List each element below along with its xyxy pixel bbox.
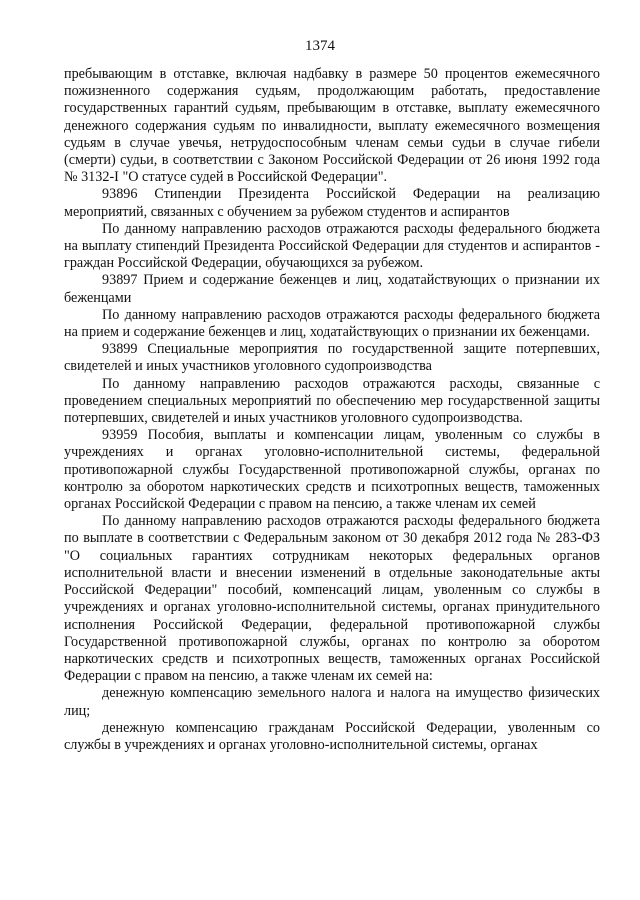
- heading-93899: 93899 Специальные мероприятия по государственной защите потерпевших, свидетелей и иных участников уголовного судопроизводства: [64, 341, 600, 375]
- heading-93959: 93959 Пособия, выплаты и компенсации лицам, уволенным со службы в учреждениях и органах уголовно-исполнительной системы, федеральной противопожарной службы Государственной противопожарной службы, органах по контролю за оборотом наркотических средств и психотропных веществ, таможенных органах Российской Федерации с правом на пенсию, а также членам их семей: [64, 427, 600, 513]
- paragraph-93896-description: По данному направлению расходов отражаются расходы федерального бюджета на выплату стипендий Президента Российской Федерации для студентов и аспирантов - граждан Российской Федерации, обучающихся за рубежом.: [64, 220, 600, 272]
- heading-93896: 93896 Стипендии Президента Российской Федерации на реализацию мероприятий, связанных с обучением за рубежом студентов и аспирантов: [64, 186, 600, 220]
- heading-93897: 93897 Прием и содержание беженцев и лиц, ходатайствующих о признании их беженцами: [64, 272, 600, 306]
- document-body: [64, 66, 600, 754]
- list-item-land-tax-compensation: денежную компенсацию земельного налога и налога на имущество физических лиц;: [64, 685, 600, 719]
- paragraph-judges-continuation: пребывающим в отставке, включая надбавку в размере 50 процентов ежемесячного пожизненного содержания судьям, продолжающим работать, предоставление государственных гарантий судьям, пребывающим в отставке, выплату ежемесячного денежного содержания судьям по инвалидности, выплату ежемесячного возмещения судьям в случае увечья, нетрудоспособным членам семьи судьи в случае гибели (смерти) судьи, в соответствии с Законом Российской Федерации от 26 июня 1992 года № 3132-I "О статусе судей в Российской Федерации".: [64, 66, 600, 186]
- paragraph-93897-description: По данному направлению расходов отражаются расходы федерального бюджета на прием и содержание беженцев и лиц, ходатайствующих о признании их беженцами.: [64, 306, 600, 341]
- page-number: 1374: [305, 38, 335, 54]
- paragraph-93959-description: По данному направлению расходов отражаются расходы федерального бюджета по выплате в соответствии с Федеральным законом от 30 декабря 2012 года № 283-ФЗ "О социальных гарантиях сотрудникам некоторых федеральных органов исполнительной власти и внесении изменений в отдельные законодательные акты Российской Федерации" пособий, компенсаций лицам, уволенным со службы в учреждениях и органах уголовно-исполнительной системы, органах принудительного исполнения Российской Федерации, федеральной противопожарной службы Государственной противопожарной службы, органах по контролю за оборотом наркотических средств и психотропных веществ, таможенных органах Российской Федерации с правом на пенсию, а также членам их семей на:: [64, 513, 600, 685]
- list-item-citizens-compensation: денежную компенсацию гражданам Российской Федерации, уволенным со службы в учреждениях и органах уголовно-исполнительной системы, органах: [64, 719, 600, 753]
- paragraph-93899-description: По данному направлению расходов отражаются расходы, связанные с проведением специальных мероприятий по обеспечению мер государственной защиты потерпевших, свидетелей и иных участников уголовного судопроизводства.: [64, 375, 600, 427]
